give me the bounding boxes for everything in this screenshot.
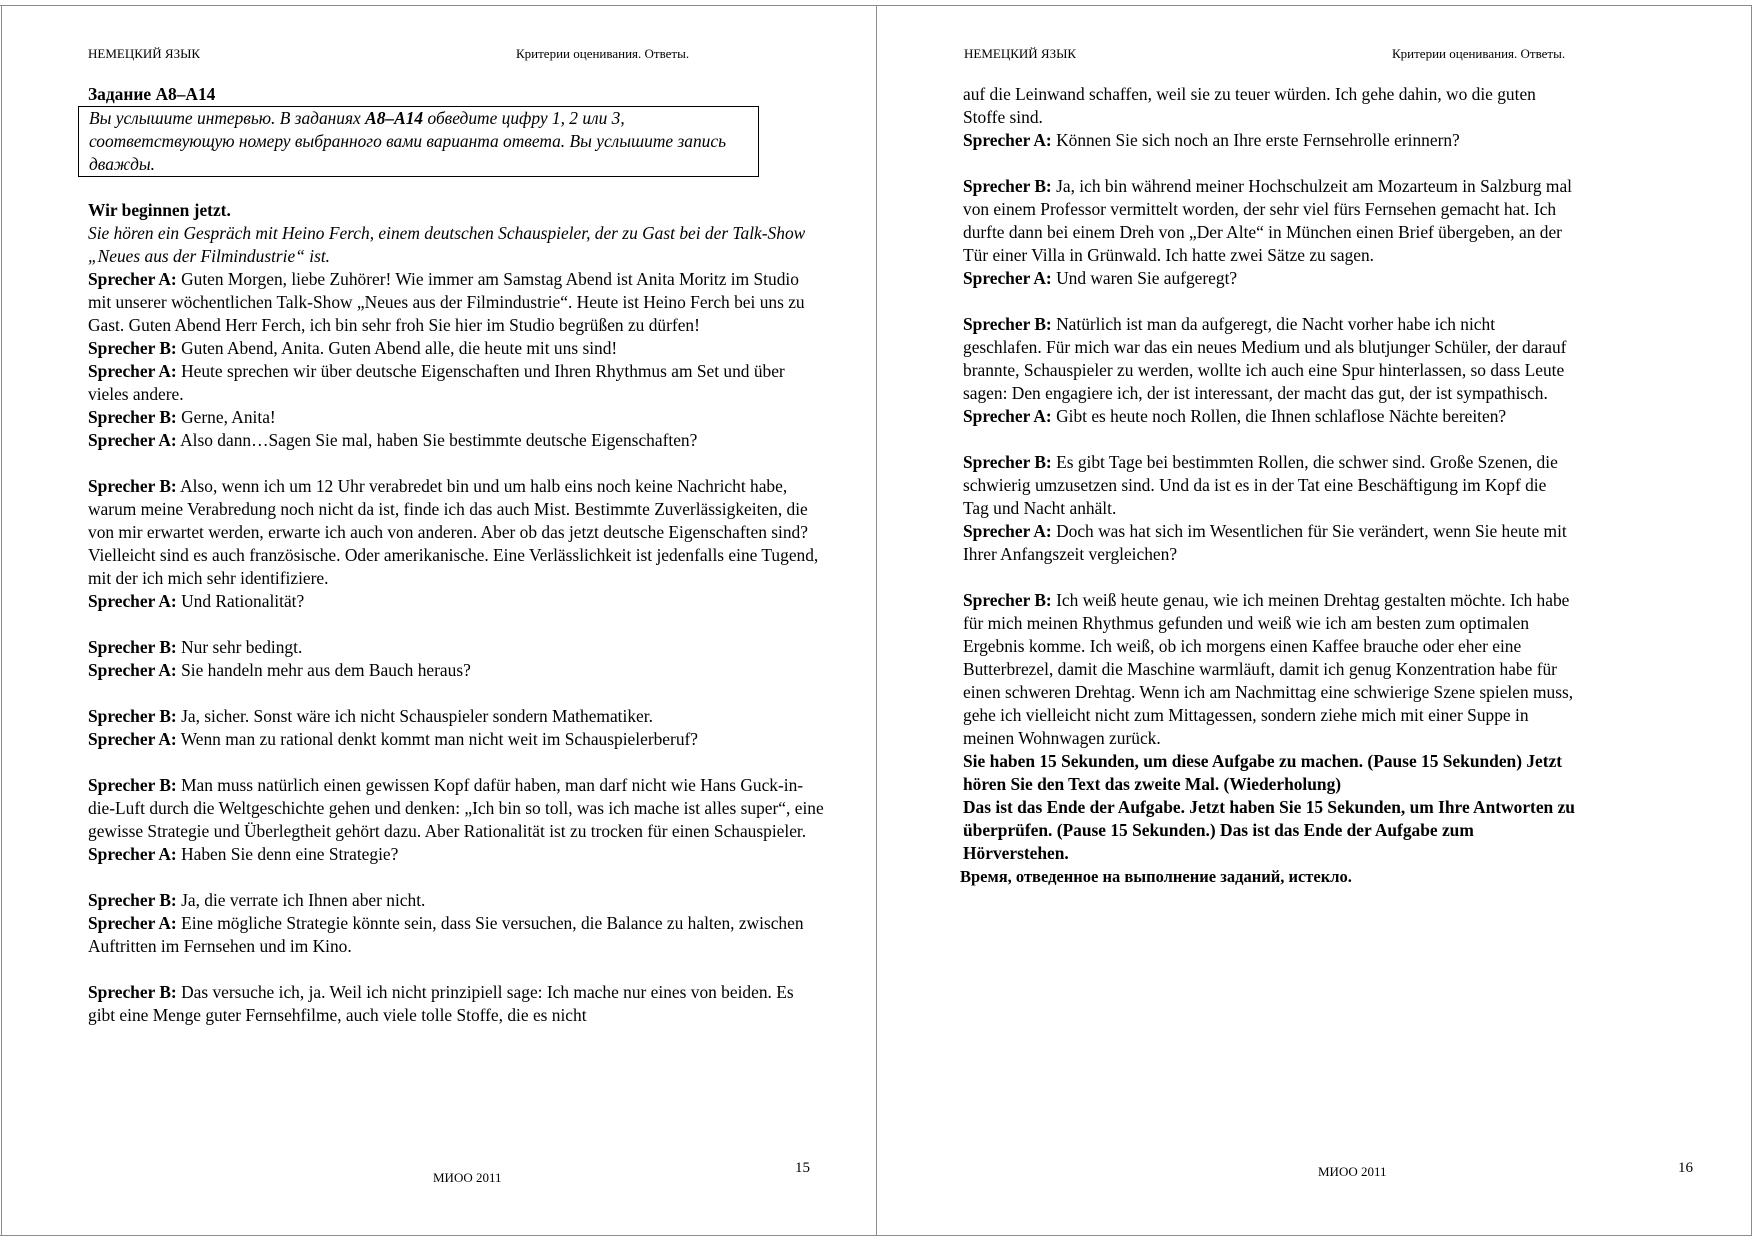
- task-instruction-after: обведите цифру 1, 2 или 3, соответствующую номеру выбранного вами варианта ответа. Вы услышите запись дважды.: [89, 108, 726, 174]
- speaker-label: Sprecher B:: [88, 706, 177, 726]
- speaker-label: Sprecher B:: [963, 314, 1052, 334]
- speaker-label: Sprecher A:: [88, 430, 177, 450]
- dialogue-line: [88, 268, 824, 337]
- dialogue-text: Das versuche ich, ja. Weil ich nicht prinzipiell sage: Ich mache nur eines von beiden. Es gibt eine Menge guter Fernsehfilme, auch viele tolle Stoffe, die es nicht: [88, 982, 794, 1025]
- dialogue-line: [963, 520, 1575, 566]
- page-frame-right: [1751, 5, 1752, 1235]
- speaker-label: Sprecher B:: [88, 637, 177, 657]
- paragraph-gap: [88, 751, 824, 774]
- dialogue-line: [963, 313, 1575, 405]
- dialogue-lines: [963, 129, 1575, 750]
- task-instruction-box: [78, 106, 759, 177]
- dialogue-text: Gerne, Anita!: [176, 407, 276, 427]
- speaker-label: Sprecher B:: [88, 890, 177, 910]
- footer-org: МИОО 2011: [433, 1170, 502, 1185]
- dialogue-text: Ich weiß heute genau, wie ich meinen Drehtag gestalten möchte. Ich habe für mich meinen Rhythmus gefunden und weiß wie ich am besten zum optimalen Ergebnis komme. Ich weiß, ob ich morgens einen Kaffee brauche oder eher eine Butterbrezel, damit die Maschine warmläuft, damit ich genug Konzentration habe für einen schweren Drehtag. Wenn ich am Nachmittag eine schwierige Szene spielen muss, gehe ich vielleicht nicht zum Mittagessen, sondern ziehe mich mit einer Suppe in meinen Wohnwagen zurück.: [963, 590, 1574, 748]
- footer-org: МИОО 2011: [1318, 1164, 1387, 1179]
- speaker-label: Sprecher A:: [963, 406, 1052, 426]
- dialogue-line: [88, 728, 824, 751]
- intro-description: Sie hören ein Gespräch mit Heino Ferch, einem deutschen Schauspieler, der zu Gast bei der Talk-Show „Neues aus der Filmindustrie“ ist.: [88, 223, 806, 266]
- speaker-label: Sprecher A:: [88, 913, 177, 933]
- dialogue-line: [963, 589, 1575, 750]
- dialogue-line: [88, 360, 824, 406]
- dialogue-text: Können Sie sich noch an Ihre erste Fernsehrolle erinnern?: [1051, 130, 1460, 150]
- speaker-label: Sprecher B:: [963, 176, 1052, 196]
- header-criteria: Критерии оценивания. Ответы.: [1392, 46, 1566, 61]
- closing-time-over: Время, отведенное на выполнение заданий, истекло.: [960, 867, 1352, 886]
- dialogue-text: Es gibt Tage bei bestimmten Rollen, die schwer sind. Große Szenen, die schwierig umzusetzen sind. Und da ist es in der Tat eine Beschäftigung im Kopf die Tag und Nacht anhält.: [963, 452, 1558, 518]
- paragraph-gap: [963, 566, 1575, 589]
- paragraph-gap: [963, 428, 1575, 451]
- dialogue-text: Also, wenn ich um 12 Uhr verabredet bin und um halb eins noch keine Nachricht habe, warum meine Verabredung noch nicht da ist, finde ich das auch Mist. Bestimmte Zuverlässigkeiten, die von mir erwartet werden, erwarte ich auch von anderen. Aber ob das jetzt deutsche Eigenschaften sind? Vielleicht sind es auch französische. Oder amerikanische. Eine Verlässlichkeit ist jedenfalls eine Tugend, mit der ich mich sehr identifiziere.: [88, 476, 819, 588]
- dialogue-text: Und waren Sie aufgeregt?: [1051, 268, 1238, 288]
- speaker-label: Sprecher A:: [88, 660, 177, 680]
- dialogue-line: [88, 843, 824, 866]
- dialogue-text: Ja, sicher. Sonst wäre ich nicht Schauspieler sondern Mathematiker.: [176, 706, 653, 726]
- paragraph-gap: [88, 613, 824, 636]
- speaker-label: Sprecher B:: [88, 775, 177, 795]
- dialogue-line: [88, 889, 824, 912]
- dialogue-text: Haben Sie denn eine Strategie?: [176, 844, 399, 864]
- dialogue-text: Ja, die verrate ich Ihnen aber nicht.: [176, 890, 426, 910]
- dialogue-line: [88, 475, 824, 590]
- header-subject: НЕМЕЦКИЙ ЯЗЫК: [964, 46, 1077, 61]
- dialogue-line: [963, 267, 1575, 290]
- dialogue-text: Und Rationalität?: [176, 591, 305, 611]
- task-instruction-before: Вы услышите интервью. В заданиях: [89, 108, 366, 128]
- speaker-label: Sprecher A:: [88, 844, 177, 864]
- speaker-label: Sprecher B:: [88, 982, 177, 1002]
- speaker-label: Sprecher A:: [963, 521, 1052, 541]
- continuation-text: auf die Leinwand schaffen, weil sie zu teuer würden. Ich gehe dahin, wo die guten Stoffe sind.: [963, 84, 1536, 127]
- header-subject: НЕМЕЦКИЙ ЯЗЫК: [88, 46, 201, 61]
- paragraph-gap: [963, 152, 1575, 175]
- header-criteria: Критерии оценивания. Ответы.: [516, 46, 690, 61]
- speaker-label: Sprecher B:: [963, 452, 1052, 472]
- dialogue-line: [963, 175, 1575, 267]
- dialogue-line: [963, 129, 1575, 152]
- page-number: 15: [795, 1160, 810, 1176]
- speaker-label: Sprecher B:: [88, 338, 177, 358]
- speaker-label: Sprecher B:: [88, 407, 177, 427]
- closing-instruction-2: Das ist das Ende der Aufgabe. Jetzt haben Sie 15 Sekunden, um Ihre Antworten zu überprüfen. (Pause 15 Sekunden.) Das ist das Ende der Aufgabe zum Hörverstehen.: [963, 797, 1575, 863]
- intro-heading: Wir beginnen jetzt.: [88, 200, 231, 220]
- paragraph-gap: [88, 958, 824, 981]
- dialogue-text: Man muss natürlich einen gewissen Kopf dafür haben, man darf nicht wie Hans Guck-in-die-Luft durch die Weltgeschichte gehen und denken: „Ich bin so toll, was ich mache ist alles super“, eine gewisse Strategie und Überlegtheit gehört dazu. Aber Rationalität ist zu trocken für einen Schauspieler.: [88, 775, 824, 841]
- dialogue-text: Ja, ich bin während meiner Hochschulzeit am Mozarteum in Salzburg mal von einem Professor vermittelt worden, der sehr viel fürs Fernsehen gemacht hat. Ich durfte dann bei einem Dreh von „Der Alte“ in München einen Brief übergeben, an der Tür einer Villa in Grünwald. Ich hatte zwei Sätze zu sagen.: [963, 176, 1573, 265]
- dialogue-text: Gibt es heute noch Rollen, die Ihnen schlaflose Nächte bereiten?: [1051, 406, 1507, 426]
- speaker-label: Sprecher A:: [88, 591, 177, 611]
- dialogue-text: Guten Abend, Anita. Guten Abend alle, die heute mit uns sind!: [176, 338, 618, 358]
- speaker-label: Sprecher B:: [88, 476, 177, 496]
- dialogue-line: [88, 705, 824, 728]
- dialogue-lines: [88, 268, 824, 1027]
- page-15-content: [88, 83, 824, 1027]
- speaker-label: Sprecher A:: [88, 729, 177, 749]
- task-title: Задание А8–А14: [88, 84, 216, 104]
- dialogue-line: [88, 659, 824, 682]
- dialogue-line: [88, 337, 824, 360]
- paragraph-gap: [88, 452, 824, 475]
- dialogue-text: Doch was hat sich im Wesentlichen für Sie verändert, wenn Sie heute mit Ihrer Anfangszeit vergleichen?: [963, 521, 1567, 564]
- page-number: 16: [1678, 1160, 1693, 1176]
- speaker-label: Sprecher B:: [963, 590, 1052, 610]
- dialogue-line: [88, 636, 824, 659]
- speaker-label: Sprecher A:: [88, 361, 177, 381]
- dialogue-line: [88, 981, 824, 1027]
- dialogue-line: [88, 406, 824, 429]
- page-divider: [876, 5, 877, 1235]
- dialogue-line: [88, 429, 824, 452]
- speaker-label: Sprecher A:: [88, 269, 177, 289]
- dialogue-text: Eine mögliche Strategie könnte sein, dass Sie versuchen, die Balance zu halten, zwischen Auftritten im Fernsehen und im Kino.: [88, 913, 804, 956]
- task-instruction-range: А8–А14: [365, 108, 424, 128]
- dialogue-text: Also dann…Sagen Sie mal, haben Sie bestimmte deutsche Eigenschaften?: [176, 430, 698, 450]
- dialogue-text: Natürlich ist man da aufgeregt, die Nacht vorher habe ich nicht geschlafen. Für mich war das ein neues Medium und als blutjunger Schüler, der darauf brannte, Schauspieler zu werden, wollte ich auch eine Spur hinterlassen, so dass Leute sagen: Den engagiere ich, der ist interessant, der macht das gut, der ist sympathisch.: [963, 314, 1567, 403]
- closing-instruction-1: Sie haben 15 Sekunden, um diese Aufgabe zu machen. (Pause 15 Sekunden) Jetzt hören Sie den Text das zweite Mal. (Wiederholung): [963, 751, 1563, 794]
- paragraph-gap: [88, 866, 824, 889]
- dialogue-line: [88, 912, 824, 958]
- paragraph-gap: [963, 290, 1575, 313]
- dialogue-line: [963, 451, 1575, 520]
- dialogue-text: Sie handeln mehr aus dem Bauch heraus?: [176, 660, 471, 680]
- page-16-content: [960, 83, 1575, 888]
- dialogue-text: Heute sprechen wir über deutsche Eigenschaften und Ihren Rhythmus am Set und über vieles andere.: [88, 361, 785, 404]
- page-15: [2, 0, 876, 1239]
- dialogue-line: [88, 590, 824, 613]
- dialogue-line: [963, 405, 1575, 428]
- dialogue-line: [88, 774, 824, 843]
- speaker-label: Sprecher A:: [963, 268, 1052, 288]
- dialogue-text: Nur sehr bedingt.: [176, 637, 303, 657]
- dialogue-text: Wenn man zu rational denkt kommt man nicht weit im Schauspielerberuf?: [176, 729, 699, 749]
- speaker-label: Sprecher A:: [963, 130, 1052, 150]
- paragraph-gap: [88, 682, 824, 705]
- page-16: [878, 0, 1751, 1239]
- dialogue-text: Guten Morgen, liebe Zuhörer! Wie immer am Samstag Abend ist Anita Moritz im Studio mit unserer wöchentlichen Talk-Show „Neues aus der Filmindustrie“. Heute ist Heino Ferch bei uns zu Gast. Guten Abend Herr Ferch, ich bin sehr froh Sie hier im Studio begrüßen zu dürfen!: [88, 269, 805, 335]
